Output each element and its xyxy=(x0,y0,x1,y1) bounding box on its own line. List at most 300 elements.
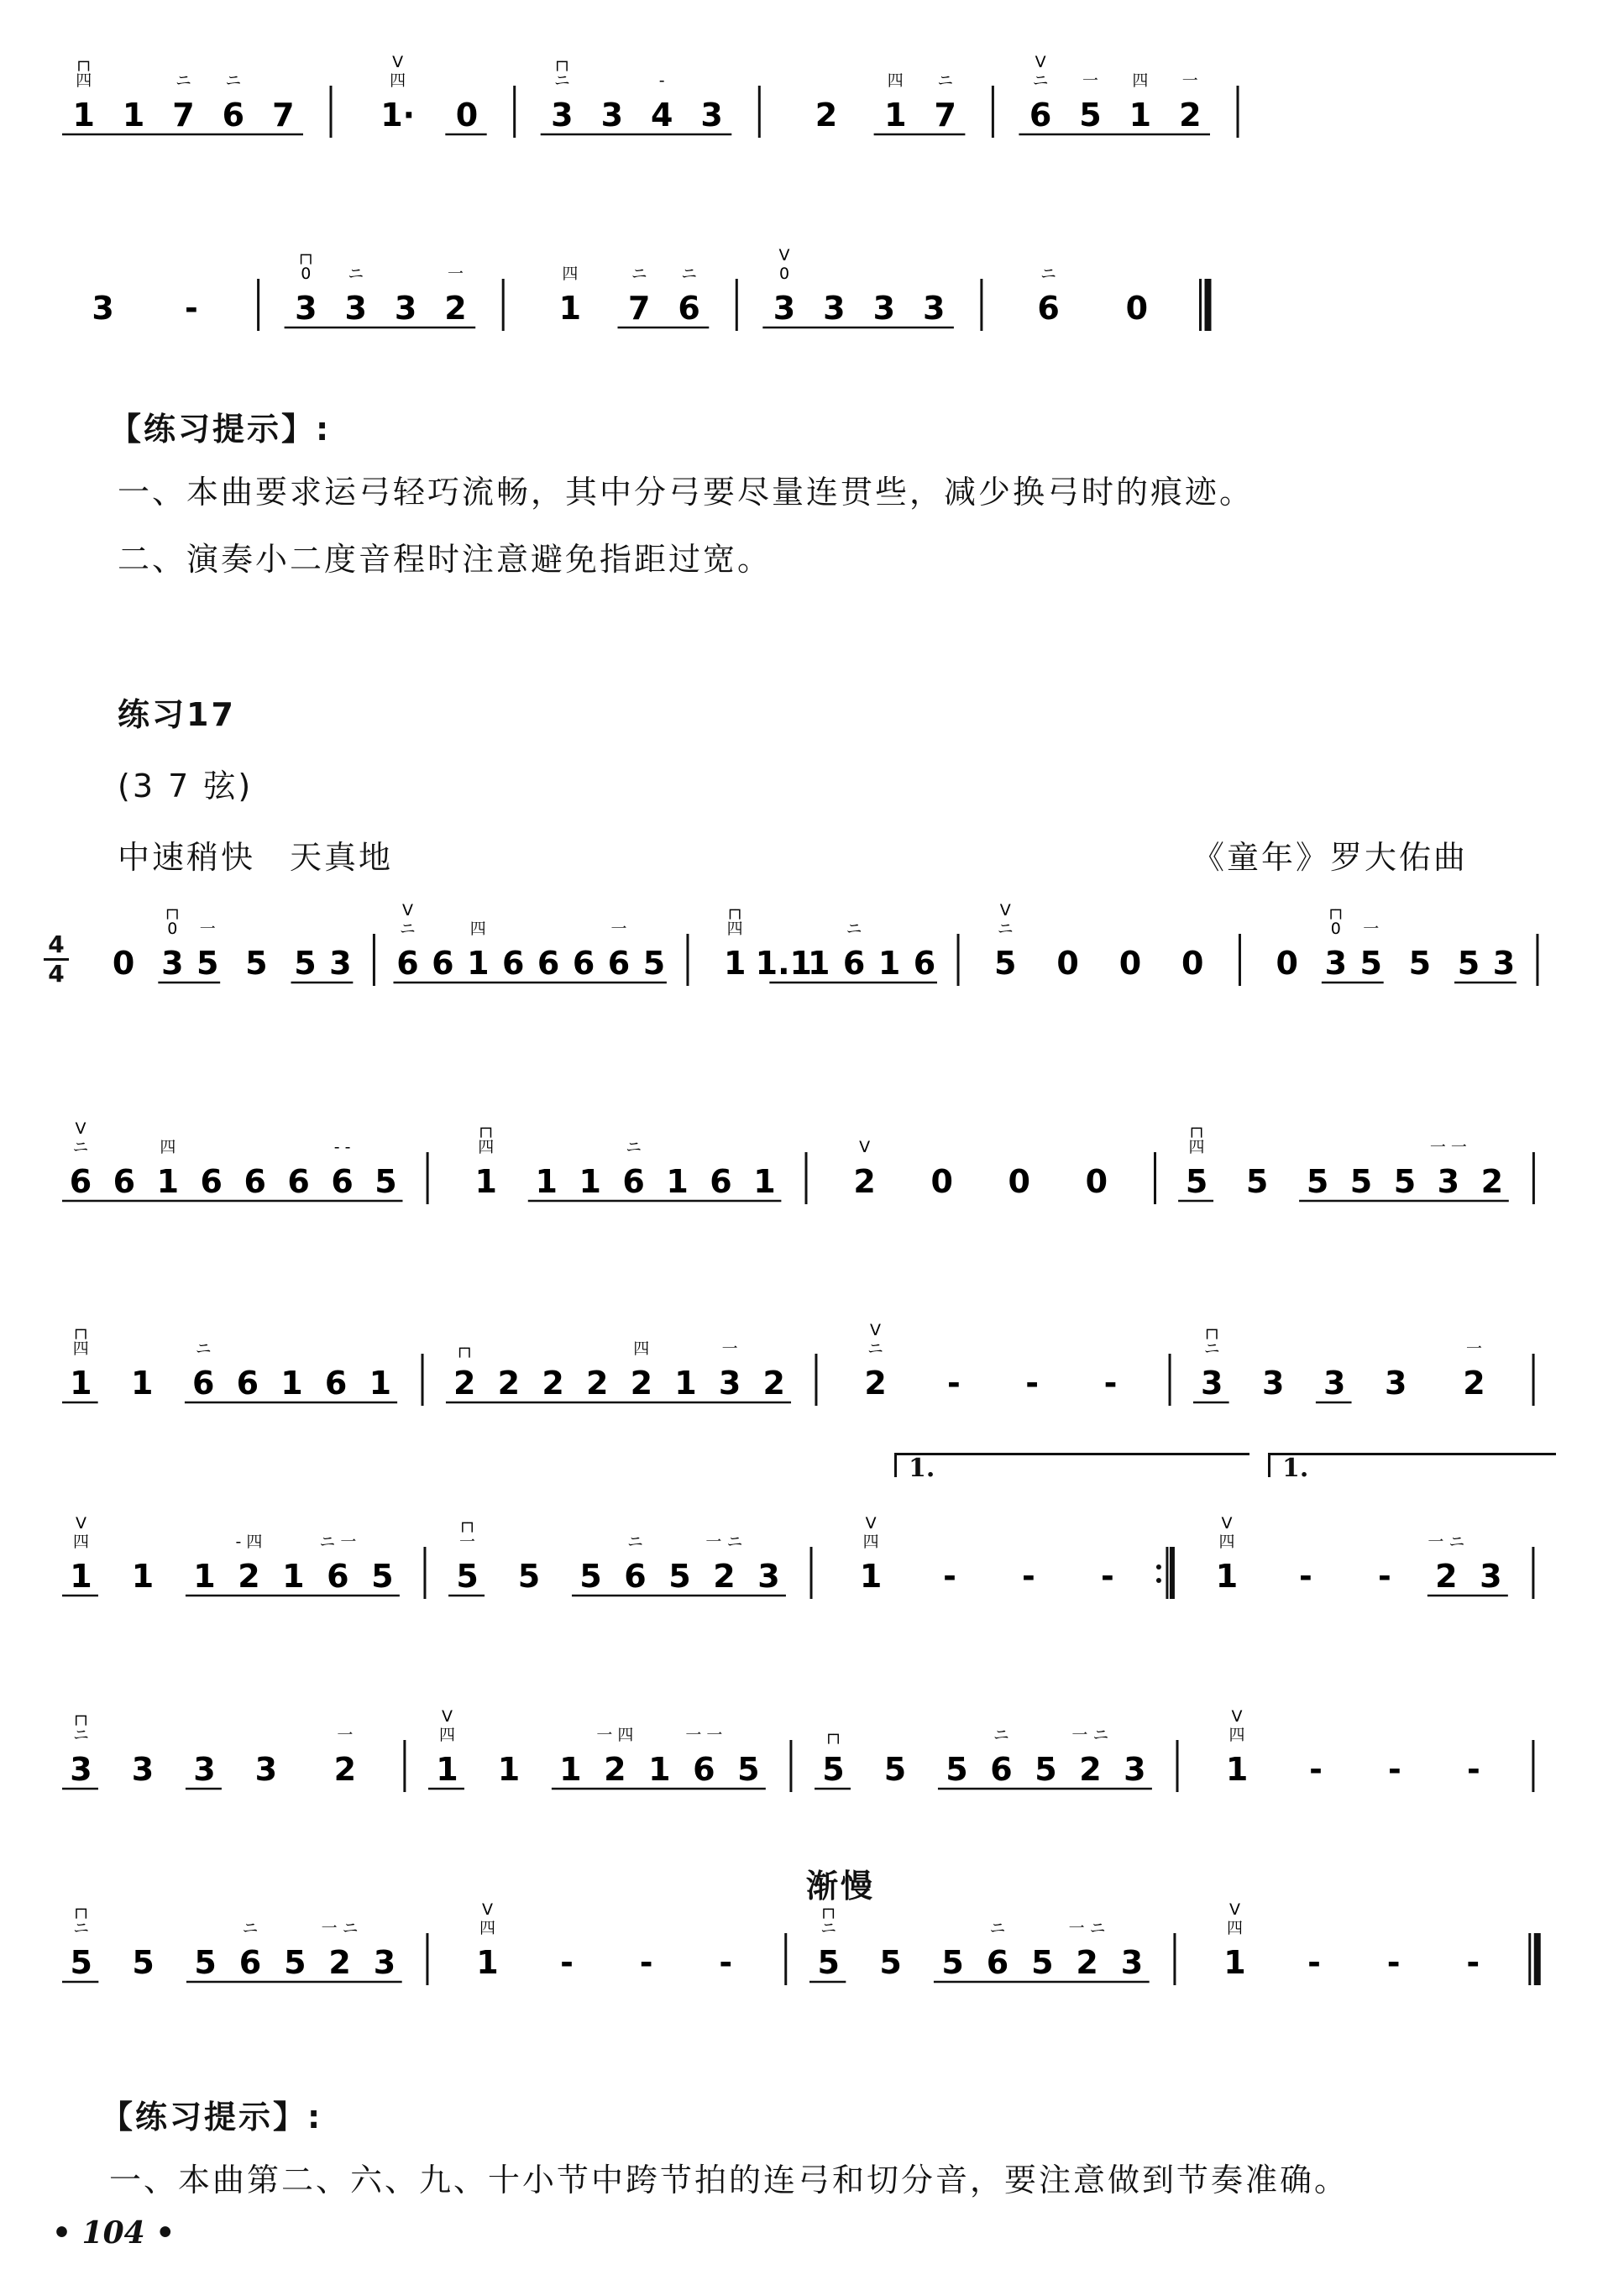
note: 2 xyxy=(815,97,838,134)
note: 2 xyxy=(864,1365,887,1402)
note: 0 xyxy=(1276,945,1298,982)
bowing-fingering-mark: V xyxy=(401,901,413,920)
note: 0 xyxy=(1125,290,1149,327)
note: 5 xyxy=(1349,1163,1373,1200)
note: 6 xyxy=(678,290,700,327)
bowing-fingering-mark: ニ xyxy=(1032,71,1049,90)
tips-heading: 【练习提示】: xyxy=(109,411,332,448)
note: 5 xyxy=(994,945,1017,982)
tips-heading: 【练习提示】: xyxy=(101,2099,323,2136)
bowing-fingering-mark: ┌┐ xyxy=(454,1339,474,1358)
dash-note: - xyxy=(1025,1365,1040,1402)
note: 1 xyxy=(1215,1558,1239,1595)
bowing-fingering-mark: V xyxy=(1221,1514,1233,1533)
bowing-fingering-mark: ニ xyxy=(681,265,698,283)
dash-note: - xyxy=(719,1944,733,1981)
bowing-fingering-mark: ┌┐ xyxy=(71,1707,91,1726)
dash-note: - xyxy=(639,1944,653,1981)
note: 3 xyxy=(92,290,114,327)
note: 1 xyxy=(674,1365,697,1402)
score-line xyxy=(50,34,1562,176)
note: 1 xyxy=(474,1163,497,1200)
score-line xyxy=(50,1881,1562,2024)
note: 2 xyxy=(497,1365,521,1402)
bowing-fingering-mark: 0 xyxy=(778,265,790,283)
note: 2 xyxy=(1463,1365,1485,1402)
note: 5 xyxy=(737,1751,760,1788)
note: 3 xyxy=(773,290,796,327)
note: 1 xyxy=(559,1751,582,1788)
bowing-fingering-mark: 一 一 xyxy=(1429,1138,1467,1156)
note: 1 xyxy=(666,1163,689,1200)
note: 0 xyxy=(1181,945,1204,982)
string-indication: (3 7 弦) xyxy=(118,768,254,804)
note: 3 xyxy=(1437,1163,1460,1200)
repeat-dot xyxy=(1156,1578,1161,1583)
dash-note: - xyxy=(1386,1944,1401,1981)
bowing-fingering-mark: ニ xyxy=(846,920,862,938)
note: 6 xyxy=(432,945,454,982)
note: 6 xyxy=(324,1365,348,1402)
note: 5 xyxy=(1408,945,1432,982)
tip-item: 二、演奏小二度音程时注意避免指距过宽。 xyxy=(118,541,773,578)
note: 6 xyxy=(113,1163,136,1200)
bowing-fingering-mark: 一 ニ xyxy=(1068,1919,1106,1937)
volta-label-1: 1. xyxy=(909,1454,935,1483)
note: 3 xyxy=(1201,1365,1223,1402)
dash-note: - xyxy=(1466,1751,1480,1788)
note: 2 xyxy=(328,1944,351,1981)
note: 1 xyxy=(1223,1944,1246,1981)
note: 2 xyxy=(238,1558,260,1595)
bowing-fingering-mark: ニ 一 xyxy=(319,1533,357,1551)
note: 0 xyxy=(1118,945,1142,982)
exercise-title: 练习17 xyxy=(118,696,236,733)
score-line xyxy=(50,1688,1562,1831)
bowing-fingering-mark: 0 xyxy=(301,265,312,283)
volta-bracket-2 xyxy=(1268,1453,1556,1483)
note: 3 xyxy=(872,290,896,327)
note: 3 xyxy=(161,945,184,982)
bowing-fingering-mark: ニ xyxy=(242,1919,259,1937)
note: 3 xyxy=(1384,1365,1407,1402)
bowing-fingering-mark: 四 xyxy=(562,265,579,283)
note: 6 xyxy=(236,1365,259,1402)
bowing-fingering-mark: ┌┐ xyxy=(1326,901,1346,920)
volta-bracket-1 xyxy=(894,1453,1249,1483)
note: 1 xyxy=(436,1751,458,1788)
note: 1 xyxy=(193,1558,216,1595)
note: 5 xyxy=(1185,1163,1208,1200)
bowing-fingering-mark: 四 xyxy=(438,1726,455,1744)
volta-label-2: 1. xyxy=(1282,1454,1309,1483)
bowing-fingering-mark: - 四 xyxy=(235,1533,263,1551)
note: 5 xyxy=(579,1558,602,1595)
note: 0 xyxy=(455,97,479,134)
note: 1 xyxy=(808,945,830,982)
bowing-fingering-mark: 一 xyxy=(1082,71,1099,90)
bowing-fingering-mark: ニ xyxy=(348,265,364,283)
note: 5 xyxy=(1457,945,1480,982)
note: 3 xyxy=(254,1751,278,1788)
score-line xyxy=(50,1302,1562,1444)
note: 3 xyxy=(1492,945,1516,982)
note: 6 xyxy=(69,1163,92,1200)
bowing-fingering-mark: ┌┐ xyxy=(74,53,94,71)
note: 3 xyxy=(700,97,723,134)
bowing-fingering-mark: ┌┐ xyxy=(71,1321,91,1339)
bowing-fingering-mark: 一 xyxy=(610,920,627,938)
score-line xyxy=(50,227,1562,369)
bowing-fingering-mark: ニ xyxy=(631,265,647,283)
note: 6 xyxy=(624,1558,647,1595)
bowing-fingering-mark: 四 xyxy=(160,1138,176,1156)
note: 5 xyxy=(883,1751,907,1788)
bowing-fingering-mark: 一 xyxy=(721,1339,738,1358)
note: 5 xyxy=(375,1163,397,1200)
note: 2 xyxy=(713,1558,736,1595)
note: 2 xyxy=(542,1365,564,1402)
note: 2 xyxy=(444,290,467,327)
note: 3 xyxy=(70,1751,92,1788)
note: 5 xyxy=(196,945,219,982)
bowing-fingering-mark: ニ xyxy=(820,1919,837,1937)
note: 1 xyxy=(497,1751,521,1788)
note: 3 xyxy=(193,1751,216,1788)
note: 6 xyxy=(192,1365,215,1402)
bowing-fingering-mark: ニ xyxy=(1040,265,1057,283)
note: 1 xyxy=(558,290,582,327)
note: 5 xyxy=(879,1944,902,1981)
note: 2 xyxy=(604,1751,626,1788)
bowing-fingering-mark: V xyxy=(441,1707,453,1726)
note: 5 xyxy=(1245,1163,1269,1200)
note: 1 xyxy=(72,97,95,134)
note: 7 xyxy=(627,290,651,327)
bowing-fingering-mark: ニ xyxy=(1203,1339,1220,1358)
bowing-fingering-mark: 一 xyxy=(1363,920,1380,938)
bowing-fingering-mark: ニ xyxy=(175,71,192,90)
note: 2 xyxy=(1076,1944,1098,1981)
bowing-fingering-mark: V xyxy=(75,1514,86,1533)
bowing-fingering-mark: 一 ニ xyxy=(1428,1533,1465,1551)
note: 5 xyxy=(946,1751,968,1788)
bowing-fingering-mark: - - xyxy=(333,1138,351,1156)
note: 6 xyxy=(244,1163,266,1200)
note: 6 xyxy=(572,945,595,982)
note: 6 xyxy=(842,945,866,982)
bowing-fingering-mark: ┌┐ xyxy=(296,246,316,265)
note: 2 xyxy=(1435,1558,1458,1595)
note: 3 xyxy=(329,945,352,982)
repeat-dot xyxy=(1156,1564,1161,1570)
note: 2 xyxy=(585,1365,609,1402)
note: 1 xyxy=(70,1558,92,1595)
bowing-fingering-mark: ┌┐ xyxy=(71,1900,92,1919)
note: 2 xyxy=(333,1751,357,1788)
note: 1 xyxy=(1225,1751,1249,1788)
bowing-fingering-mark: 四 xyxy=(478,1138,495,1156)
note: 6 xyxy=(327,1558,349,1595)
bowing-fingering-mark: V xyxy=(481,1900,493,1919)
bowing-fingering-mark: 四 xyxy=(1226,1919,1243,1937)
bowing-fingering-mark: 四 xyxy=(1188,1138,1205,1156)
note: 6 xyxy=(990,1751,1013,1788)
bowing-fingering-mark: 四 xyxy=(887,71,904,90)
bowing-fingering-mark: 四 xyxy=(76,71,92,90)
bowing-fingering-mark: - xyxy=(658,71,665,90)
bowing-fingering-mark: V xyxy=(865,1514,877,1533)
note: 3 xyxy=(1262,1365,1285,1402)
note: 3 xyxy=(757,1558,780,1595)
note: 1 xyxy=(369,1365,392,1402)
bowing-fingering-mark: ニ xyxy=(399,920,416,938)
note: 6 xyxy=(622,1163,645,1200)
bowing-fingering-mark: 四 xyxy=(1132,71,1149,90)
bowing-fingering-mark: 四 xyxy=(1218,1533,1235,1551)
bowing-fingering-mark: 一 xyxy=(337,1726,354,1744)
score-line xyxy=(50,1100,1562,1243)
note: 3 xyxy=(1480,1558,1502,1595)
bowing-fingering-mark: ┌┐ xyxy=(476,1119,496,1138)
note: 3 xyxy=(718,1365,741,1402)
note: 1 xyxy=(122,97,145,134)
dash-note: - xyxy=(1299,1558,1312,1595)
note: 2 xyxy=(630,1365,653,1402)
bowing-fingering-mark: ニ xyxy=(626,1138,642,1156)
note: 0 xyxy=(1056,945,1079,982)
note: 6 xyxy=(331,1163,354,1200)
bowing-fingering-mark: ニ xyxy=(997,920,1014,938)
note: 5 xyxy=(1393,1163,1417,1200)
note: 1 xyxy=(280,1365,303,1402)
dash-note: - xyxy=(1307,1944,1321,1981)
note: 1 xyxy=(1129,97,1152,134)
bowing-fingering-mark: ニ xyxy=(195,1339,212,1358)
ritardando-marking: 渐慢 xyxy=(806,1868,876,1905)
note: 6 xyxy=(1037,290,1060,327)
source-credit: 《童年》罗大佑曲 xyxy=(1192,839,1469,876)
note: 5 xyxy=(517,1558,541,1595)
bowing-fingering-mark: 一 ニ xyxy=(705,1533,743,1551)
note: 1 xyxy=(70,1365,92,1402)
dash-note: - xyxy=(943,1558,956,1595)
bowing-fingering-mark: 四 xyxy=(390,71,406,90)
tempo-marking: 中速稍快 天真地 xyxy=(118,839,394,876)
bowing-fingering-mark: V xyxy=(999,901,1011,920)
bowing-fingering-mark: ニ xyxy=(626,1533,643,1551)
note: 3 xyxy=(1120,1944,1144,1981)
note: 5 xyxy=(1035,1751,1057,1788)
note: 7 xyxy=(272,97,295,134)
note: 1 xyxy=(877,945,901,982)
note: 6 xyxy=(913,945,936,982)
bowing-fingering-mark: 0 xyxy=(167,920,178,938)
dash-note: - xyxy=(560,1944,574,1981)
note: 1 xyxy=(579,1163,601,1200)
time-signature-top: 4 xyxy=(48,930,65,958)
bowing-fingering-mark: ニ xyxy=(937,71,954,90)
note: 5 xyxy=(1031,1944,1054,1981)
note: 3 xyxy=(373,1944,396,1981)
note: 1 xyxy=(723,945,747,982)
bowing-fingering-mark: V xyxy=(870,1321,882,1339)
note: 6 xyxy=(200,1163,223,1200)
bowing-fingering-mark: ┌┐ xyxy=(819,1900,839,1919)
note: 1 xyxy=(156,1163,180,1200)
bowing-fingering-mark: 一 一 xyxy=(685,1726,723,1744)
note: 5 xyxy=(194,1944,217,1981)
note: 6 xyxy=(986,1944,1009,1981)
bowing-fingering-mark: ニ xyxy=(989,1919,1006,1937)
bowing-fingering-mark: ┌┐ xyxy=(552,53,572,71)
time-signature xyxy=(44,932,69,987)
dash-note: - xyxy=(1377,1558,1391,1595)
note: 5 xyxy=(668,1558,691,1595)
bowing-fingering-mark: 一 xyxy=(1181,71,1198,90)
note: 5 xyxy=(70,1944,92,1981)
bowing-fingering-mark: ニ xyxy=(553,71,570,90)
note: 5 xyxy=(817,1944,840,1981)
note: 3 xyxy=(551,97,574,134)
bowing-fingering-mark: ニ xyxy=(867,1339,884,1358)
dash-note: - xyxy=(946,1365,961,1402)
bowing-fingering-mark: 一 ニ xyxy=(321,1919,359,1937)
note: 6 xyxy=(238,1944,262,1981)
note: 3 xyxy=(1124,1751,1146,1788)
bowing-fingering-mark: 四 xyxy=(72,1339,89,1358)
note: 3 xyxy=(823,290,846,327)
note: 6 xyxy=(287,1163,310,1200)
note: 7 xyxy=(172,97,195,134)
bowing-fingering-mark: 四 xyxy=(479,1919,495,1937)
note: 1 xyxy=(476,1944,499,1981)
note: 0 xyxy=(1085,1163,1108,1200)
note: 5 xyxy=(1306,1163,1329,1200)
note: 6 xyxy=(222,97,245,134)
bowing-fingering-mark: 四 xyxy=(862,1533,879,1551)
note: 3 xyxy=(1323,1365,1346,1402)
score-line xyxy=(50,1495,1562,1638)
note: 3 xyxy=(295,290,317,327)
bowing-fingering-mark: 一 xyxy=(1465,1339,1483,1358)
note: 3 xyxy=(600,97,624,134)
note: 6 xyxy=(607,945,631,982)
note: 6 xyxy=(396,945,419,982)
time-signature-bottom: 4 xyxy=(48,960,65,988)
note: 1· xyxy=(380,97,416,134)
note: 1 xyxy=(884,97,907,134)
bowing-fingering-mark: 一 xyxy=(447,265,464,283)
note: 6 xyxy=(710,1163,732,1200)
note: 1 xyxy=(131,1365,154,1402)
bowing-fingering-mark: V xyxy=(1228,1900,1240,1919)
note: 5 xyxy=(371,1558,394,1595)
note: 5 xyxy=(1079,97,1102,134)
note: 6 xyxy=(693,1751,715,1788)
note: 4 xyxy=(650,97,673,134)
note: 3 xyxy=(1324,945,1348,982)
bowing-fingering-mark: ニ xyxy=(72,1138,89,1156)
bowing-fingering-mark: ┌┐ xyxy=(824,1726,843,1744)
bowing-fingering-mark: 四 xyxy=(633,1339,650,1358)
note: 7 xyxy=(934,97,956,134)
note: 5 xyxy=(941,1944,964,1981)
bowing-fingering-mark: V xyxy=(392,53,404,71)
note: 1 xyxy=(282,1558,305,1595)
bowing-fingering-mark: 四 xyxy=(72,1533,90,1551)
note: 1 xyxy=(859,1558,883,1595)
note: 2 xyxy=(1480,1163,1504,1200)
dash-note: - xyxy=(1388,1751,1401,1788)
bowing-fingering-mark: ニ xyxy=(72,1726,90,1744)
dash-note: - xyxy=(1466,1944,1480,1981)
note: 2 xyxy=(1179,97,1202,134)
tip-item: 一、本曲要求运弓轻巧流畅，其中分弓要尽量连贯些，减少换弓时的痕迹。 xyxy=(118,474,1255,511)
bowing-fingering-mark: 一 xyxy=(199,920,216,938)
note: 1.1 xyxy=(755,945,812,982)
bowing-fingering-mark: 四 xyxy=(469,920,486,938)
bowing-fingering-mark: 一 四 xyxy=(596,1726,634,1744)
note: 5 xyxy=(456,1558,479,1595)
dash-note: - xyxy=(185,290,198,327)
bowing-fingering-mark: 一 xyxy=(459,1533,476,1551)
note: 1 xyxy=(648,1751,671,1788)
bowing-fingering-mark: ニ xyxy=(993,1726,1009,1744)
note: 3 xyxy=(922,290,946,327)
note: 2 xyxy=(853,1163,876,1200)
dash-note: - xyxy=(1103,1365,1118,1402)
bowing-fingering-mark: ┌┐ xyxy=(162,901,182,920)
dash-note: - xyxy=(1100,1558,1114,1595)
note: 5 xyxy=(132,1944,155,1981)
bowing-fingering-mark: V xyxy=(1035,53,1046,71)
note: 2 xyxy=(453,1365,476,1402)
note: 6 xyxy=(502,945,525,982)
note: 3 xyxy=(394,290,417,327)
note: 0 xyxy=(1008,1163,1031,1200)
bowing-fingering-mark: 0 xyxy=(1330,920,1341,938)
note: 5 xyxy=(284,1944,306,1981)
dash-note: - xyxy=(1309,1751,1323,1788)
note: 6 xyxy=(1029,97,1052,134)
bowing-fingering-mark: ニ xyxy=(225,71,242,90)
note: 2 xyxy=(762,1365,785,1402)
bowing-fingering-mark: 四 xyxy=(726,920,743,938)
bowing-fingering-mark: V xyxy=(859,1138,871,1156)
note: 5 xyxy=(822,1751,845,1788)
dash-note: - xyxy=(1022,1558,1035,1595)
bowing-fingering-mark: ┌┐ xyxy=(1187,1119,1207,1138)
bowing-fingering-mark: 四 xyxy=(1228,1726,1245,1744)
note: 5 xyxy=(294,945,317,982)
note: 5 xyxy=(245,945,268,982)
bowing-fingering-mark: ┌┐ xyxy=(1202,1321,1222,1339)
bowing-fingering-mark: V xyxy=(75,1119,86,1138)
bowing-fingering-mark: ┌┐ xyxy=(458,1514,477,1533)
note: 1 xyxy=(131,1558,155,1595)
note: 1 xyxy=(535,1163,558,1200)
bowing-fingering-mark: V xyxy=(1231,1707,1243,1726)
score-line xyxy=(84,882,1562,1025)
tip-item: 一、本曲第二、六、九、十小节中跨节拍的连弓和切分音，要注意做到节奏准确。 xyxy=(109,2162,1349,2199)
bowing-fingering-mark: 一 ニ xyxy=(1071,1726,1109,1744)
note: 6 xyxy=(537,945,560,982)
note: 0 xyxy=(112,945,135,982)
note: 5 xyxy=(642,945,666,982)
bowing-fingering-mark: ニ xyxy=(73,1919,90,1937)
bowing-fingering-mark: ┌┐ xyxy=(725,901,745,920)
